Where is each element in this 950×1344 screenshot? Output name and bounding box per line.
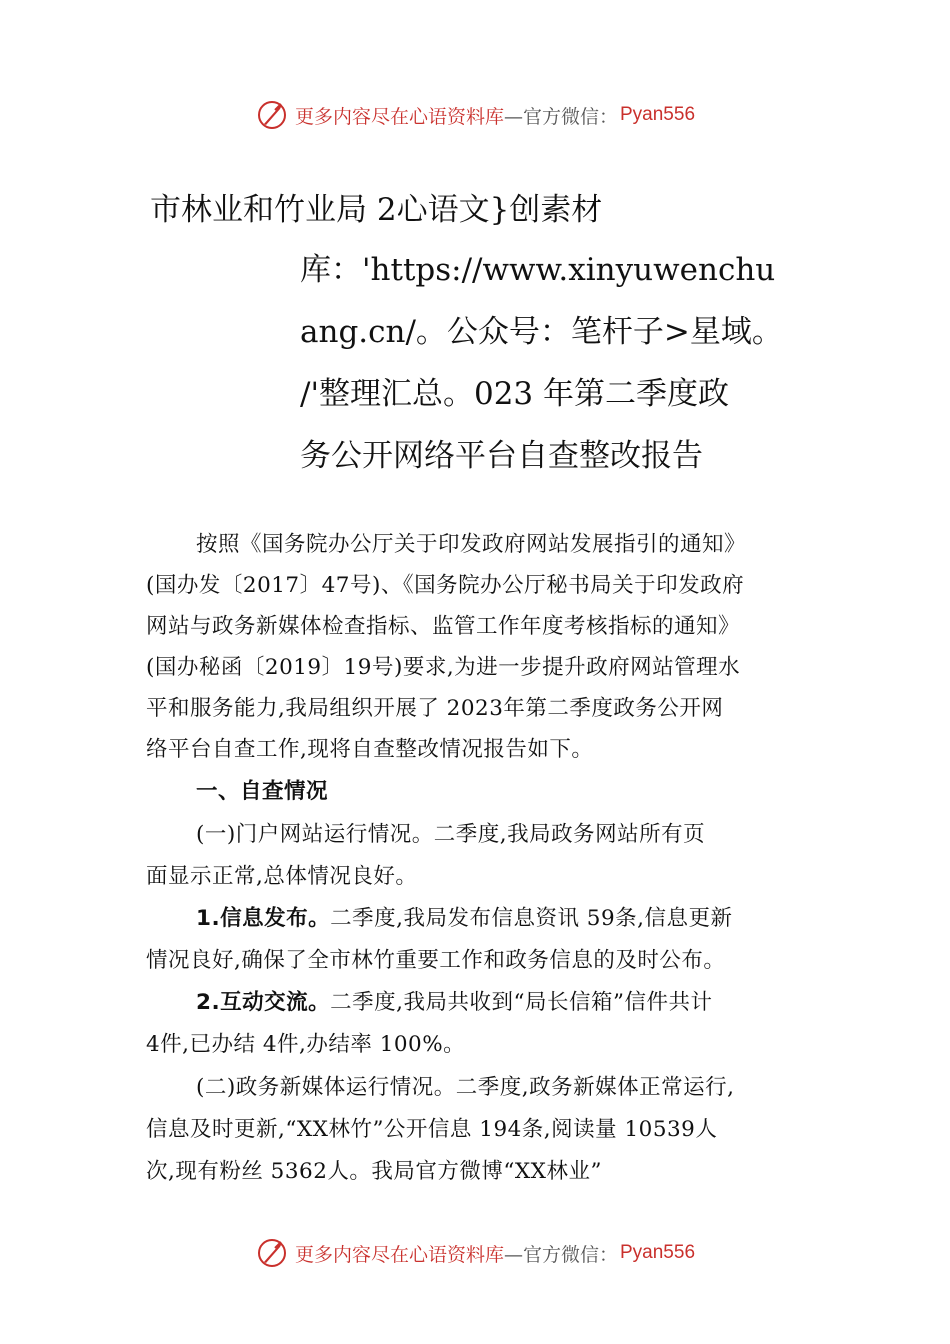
footer-main-text: 更多内容尽在心语资料库 bbox=[294, 1243, 504, 1266]
item2-line-1 bbox=[196, 982, 712, 1023]
item1-label: 1.信息发布。 bbox=[196, 906, 331, 931]
intro-line-6: 络平台自查工作,现将自查整改情况报告如下。 bbox=[146, 737, 594, 762]
title-line-4: /'整理汇总。023 年第二季度政 bbox=[300, 376, 729, 412]
sub2-line-1: (二)政务新媒体运行情况。二季度,政务新媒体正常运行, bbox=[196, 1075, 735, 1100]
item2-label: 2.互动交流。 bbox=[196, 990, 331, 1015]
title-line-3: ang.cn/。公众号：笔杆子>星域。 bbox=[300, 314, 783, 350]
title-line-5: 务公开网络平台自查整改报告 bbox=[300, 438, 703, 474]
item1-line-1 bbox=[196, 898, 733, 939]
footer-banner bbox=[0, 1233, 950, 1273]
item2-line-2: 4件,已办结 4件,办结率 100%。 bbox=[146, 1032, 466, 1057]
banner-main-text: 更多内容尽在心语资料库 bbox=[294, 105, 504, 128]
item1-text: 二季度,我局发布信息资讯 59条,信息更新 bbox=[330, 906, 733, 931]
sub1-line-2: 面显示正常,总体情况良好。 bbox=[146, 864, 418, 889]
intro-line-5: 平和服务能力,我局组织开展了 2023年第二季度政务公开网 bbox=[146, 696, 724, 721]
intro-line-1: 按照《国务院办公厅关于印发政府网站发展指引的通知》 bbox=[196, 532, 747, 557]
title-line-2: 库：'https://www.xinyuwenchu bbox=[300, 252, 776, 288]
intro-line-3: 网站与政务新媒体检查指标、监管工作年度考核指标的通知》 bbox=[146, 614, 741, 639]
quill-pen-icon bbox=[255, 1236, 289, 1270]
title-line-1: 市林业和竹业局 2心语文}创素材 bbox=[150, 192, 603, 228]
sub2-line-3: 次,现有粉丝 5362人。我局官方微博“XX林业” bbox=[146, 1159, 602, 1184]
quill-pen-icon bbox=[255, 98, 289, 132]
footer-wechat-id: Pyan556 bbox=[620, 1242, 696, 1263]
footer-sub-text: —官方微信： bbox=[503, 1243, 618, 1266]
sub2-line-2: 信息及时更新,“XX林竹”公开信息 194条,阅读量 10539人 bbox=[146, 1117, 718, 1142]
banner-sub-text: —官方微信： bbox=[503, 105, 618, 128]
sub1-line-1: (一)门户网站运行情况。二季度,我局政务网站所有页 bbox=[196, 822, 706, 847]
intro-line-4: (国办秘函〔2019〕19号)要求,为进一步提升政府网站管理水 bbox=[146, 655, 741, 680]
header-banner bbox=[0, 95, 950, 135]
banner-wechat-id: Pyan556 bbox=[620, 104, 696, 125]
item1-line-2: 情况良好,确保了全市林竹重要工作和政务信息的及时公布。 bbox=[146, 948, 726, 973]
item2-text: 二季度,我局共收到“局长信箱”信件共计 bbox=[330, 990, 713, 1015]
intro-line-2: (国办发〔2017〕47号)、《国务院办公厅秘书局关于印发政府 bbox=[146, 573, 745, 598]
section-heading: 一、自查情况 bbox=[196, 779, 329, 804]
